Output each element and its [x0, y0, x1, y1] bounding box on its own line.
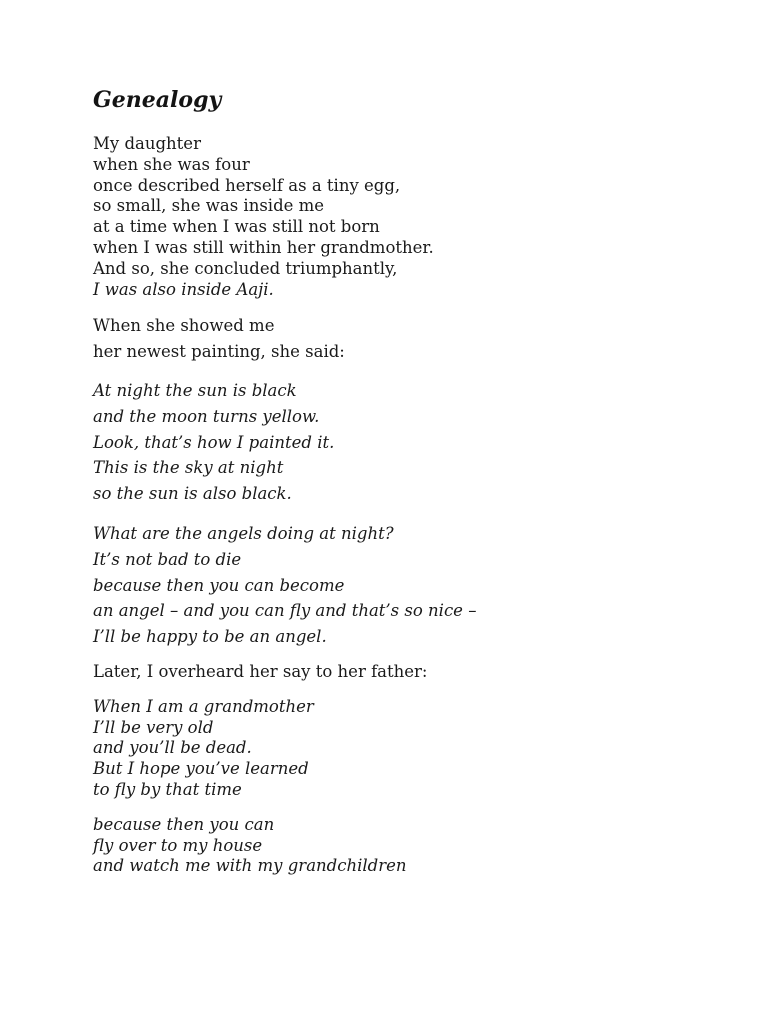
- poem-line: What are the angels doing at night?: [93, 523, 394, 543]
- poem-line: I’ll be very old: [93, 717, 214, 737]
- poem-line: This is the sky at night: [93, 458, 284, 478]
- poem-line: When she showed me: [93, 316, 275, 336]
- poem-page: [93, 86, 733, 877]
- poem-line: It’s not bad to die: [93, 549, 242, 569]
- stanza-3: [93, 378, 733, 507]
- poem-line: to fly by that time: [93, 779, 242, 799]
- poem-line: Look, that’s how I painted it.: [93, 432, 335, 452]
- stanza-1: [93, 134, 733, 300]
- stanza-5: [93, 659, 733, 685]
- poem-line: when she was four: [93, 154, 250, 174]
- poem-line: and the moon turns yellow.: [93, 406, 320, 426]
- stanza-7: [93, 815, 733, 877]
- stanza-2: [93, 313, 733, 365]
- poem-line: at a time when I was still not born: [93, 217, 380, 237]
- poem-line-italic: I was also inside Aaji.: [93, 279, 274, 299]
- poem-line: My daughter: [93, 134, 201, 153]
- poem-line: her newest painting, she said:: [93, 342, 345, 362]
- poem-line: so small, she was inside me: [93, 196, 325, 216]
- poem-line: At night the sun is black: [93, 380, 297, 400]
- poem-line: I’ll be happy to be an angel.: [93, 627, 327, 647]
- poem-line: once described herself as a tiny egg,: [93, 175, 401, 195]
- poem-line: But I hope you’ve learned: [93, 759, 309, 779]
- poem-line: an angel – and you can fly and that’s so nice –: [93, 601, 477, 621]
- poem-line: Later, I overheard her say to her father:: [93, 661, 428, 681]
- poem-line: so the sun is also black.: [93, 484, 292, 504]
- poem-line: because then you can become: [93, 575, 345, 595]
- poem-title: Genealogy: [93, 87, 222, 113]
- stanza-4: [93, 521, 733, 650]
- poem-line: and you’ll be dead.: [93, 738, 252, 758]
- poem-line: And so, she concluded triumphantly,: [93, 258, 398, 278]
- poem-line: When I am a grandmother: [93, 696, 314, 716]
- stanza-6: [93, 697, 733, 801]
- poem-line: when I was still within her grandmother.: [93, 237, 434, 257]
- poem-line: fly over to my house: [93, 835, 263, 855]
- poem-line: and watch me with my grandchildren: [93, 856, 407, 876]
- poem-line: because then you can: [93, 814, 275, 834]
